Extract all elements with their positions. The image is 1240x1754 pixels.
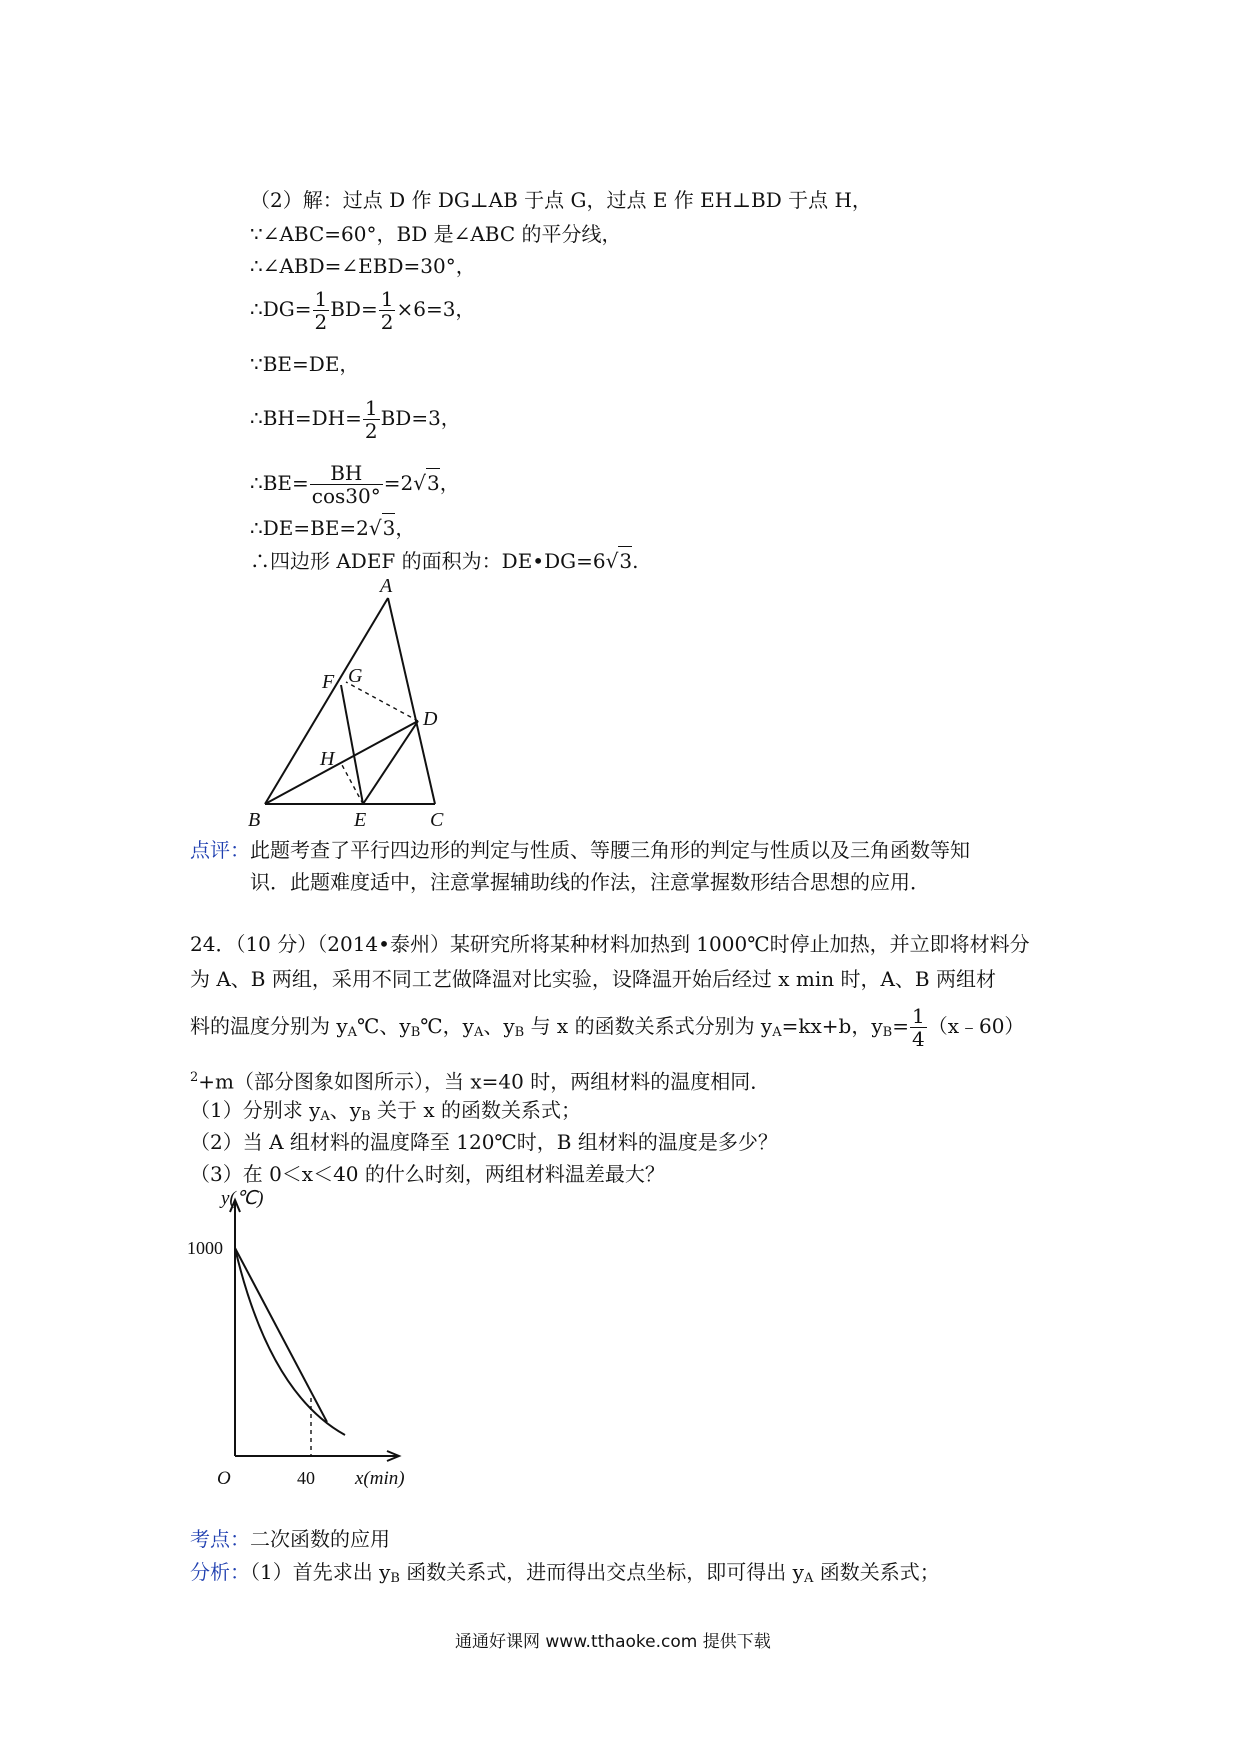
y-axis-label: y(℃) bbox=[221, 1188, 264, 1209]
p24-f-num: 1 bbox=[911, 1004, 925, 1028]
p24-l3-t6: =kx+b，y bbox=[781, 1014, 883, 1038]
fenxi-label: 分析： bbox=[190, 1560, 250, 1584]
solution-step6 bbox=[250, 462, 460, 507]
step3-f1-num: 1 bbox=[314, 287, 328, 311]
problem24-q1 bbox=[190, 1096, 581, 1131]
p24-l3-s2: B bbox=[410, 1025, 421, 1040]
step6-f-den: cos30° bbox=[311, 484, 381, 508]
p24-fraction bbox=[910, 1005, 927, 1050]
label-e: E bbox=[354, 809, 367, 828]
p24-f-den: 4 bbox=[911, 1027, 925, 1051]
problem24-q3: （3）在 0＜x＜40 的什么时刻，两组材料温差最大？ bbox=[190, 1162, 665, 1186]
solution-step7 bbox=[250, 513, 415, 542]
problem24-line4 bbox=[190, 1064, 770, 1096]
sqrt-sign-icon: √ bbox=[368, 516, 382, 540]
step8-tail: . bbox=[632, 549, 639, 573]
kaodian-label: 考点： bbox=[190, 1527, 250, 1551]
y-tick-1000: 1000 bbox=[187, 1238, 223, 1258]
segment-ab bbox=[265, 598, 388, 804]
x-axis-label: x(min) bbox=[355, 1468, 405, 1488]
fenxi-t3: 函数关系式； bbox=[813, 1560, 940, 1584]
step3-f2-num: 1 bbox=[380, 287, 394, 311]
label-b: B bbox=[248, 809, 261, 828]
problem24-line3 bbox=[190, 1005, 1024, 1050]
problem24-line2: 为 A、B 两组，采用不同工艺做降温对比实验，设降温开始后经过 x min 时，A、B 两组材 bbox=[190, 967, 996, 991]
step8-radicand: 3 bbox=[618, 546, 632, 575]
solution-step1: ∵∠ABC=60°，BD 是∠ABC 的平分线， bbox=[250, 222, 622, 246]
step3-tail: ×6=3， bbox=[396, 297, 476, 321]
step6-mid: =2 bbox=[383, 471, 414, 495]
solution-step5 bbox=[250, 397, 461, 442]
fenxi-s2: A bbox=[803, 1571, 814, 1586]
line-ya bbox=[235, 1248, 327, 1422]
p24-l4-text: +m（部分图象如图所示），当 x=40 时，两组材料的温度相同． bbox=[198, 1069, 771, 1094]
step8-lead: ∴四边形 ADEF 的面积为：DE•DG=6 bbox=[250, 549, 606, 573]
step6-tail: ， bbox=[439, 471, 460, 495]
comment-text-1: 此题考查了平行四边形的判定与性质、等腰三角形的判定与性质以及三角函数等知 bbox=[250, 838, 970, 862]
sqrt-sign-icon: √ bbox=[605, 549, 619, 573]
step6-f-num: BH bbox=[310, 462, 383, 485]
page-footer: 通通好课网 www.tthaoke.com 提供下载 bbox=[455, 1632, 771, 1652]
comment-line2: 识．此题难度适中，注意掌握辅助线的作法，注意掌握数形结合思想的应用． bbox=[250, 870, 930, 894]
p24-l3-t5: 与 x 的函数关系式分别为 y bbox=[524, 1014, 773, 1038]
step3-f2-den: 2 bbox=[380, 310, 394, 334]
step5-f-num: 1 bbox=[364, 396, 378, 420]
fenxi-line bbox=[190, 1558, 940, 1593]
x-tick-40: 40 bbox=[297, 1468, 315, 1488]
curve-yb bbox=[235, 1248, 345, 1435]
p24-l4-sup: 2 bbox=[190, 1070, 199, 1085]
step3-mid: BD= bbox=[330, 297, 378, 321]
step5-f-den: 2 bbox=[364, 419, 378, 443]
p24-l3-t1: 料的温度分别为 y bbox=[190, 1014, 348, 1038]
label-c: C bbox=[430, 809, 444, 828]
solution-step3 bbox=[250, 288, 475, 333]
problem24-line1: 24．（10 分）（2014•泰州）某研究所将某种材料加热到 1000℃时停止加热，并立即将材料分 bbox=[190, 932, 1030, 956]
origin-label: O bbox=[217, 1468, 231, 1488]
label-a: A bbox=[380, 578, 393, 597]
fenxi-s1: B bbox=[390, 1571, 400, 1586]
step6-radicand: 3 bbox=[426, 468, 440, 497]
p24-l3-s1: A bbox=[347, 1025, 358, 1040]
p24-l3-t2: ℃、y bbox=[357, 1014, 411, 1038]
step5-fraction bbox=[363, 397, 380, 442]
solution-step2: ∴∠ABD=∠EBD=30°， bbox=[250, 254, 476, 278]
q1-t2: 、y bbox=[329, 1098, 362, 1122]
step6-lead: ∴BE= bbox=[250, 471, 309, 495]
comment-label: 点评： bbox=[190, 838, 250, 862]
triangle-figure bbox=[240, 578, 470, 828]
fenxi-t2: 函数关系式，进而得出交点坐标，即可得出 y bbox=[399, 1560, 804, 1584]
p24-l3-s6: B bbox=[882, 1025, 893, 1040]
q1-s1: A bbox=[320, 1109, 330, 1124]
label-d: D bbox=[423, 708, 438, 730]
q1-s2: B bbox=[361, 1109, 371, 1124]
step3-fraction-2 bbox=[379, 288, 396, 333]
segment-bd bbox=[265, 721, 418, 804]
step5-lead: ∴BH=DH= bbox=[250, 406, 362, 430]
solution-part2-intro: （2）解：过点 D 作 DG⊥AB 于点 G，过点 E 作 EH⊥BD 于点 H， bbox=[250, 188, 872, 212]
temperature-graph bbox=[175, 1188, 445, 1488]
step6-fraction bbox=[310, 462, 383, 507]
step7-lead: ∴DE=BE=2 bbox=[250, 516, 369, 540]
p24-l3-s3: A bbox=[473, 1025, 484, 1040]
segment-dg-dashed bbox=[346, 682, 418, 721]
segment-fe bbox=[341, 685, 363, 804]
p24-l3-s5: A bbox=[772, 1025, 782, 1040]
sqrt-sign-icon: √ bbox=[413, 471, 426, 495]
fenxi-t1: （1）首先求出 y bbox=[250, 1560, 391, 1584]
solution-step4: ∵BE=DE， bbox=[250, 352, 360, 376]
label-f: F bbox=[322, 671, 335, 693]
step3-lead: ∴DG= bbox=[250, 297, 312, 321]
q1-t1: （1）分别求 y bbox=[190, 1098, 321, 1122]
kaodian-text: 二次函数的应用 bbox=[250, 1527, 390, 1551]
segment-de bbox=[363, 721, 418, 804]
step7-tail: ， bbox=[395, 516, 416, 540]
p24-l3-t3: ℃，y bbox=[420, 1014, 474, 1038]
p24-l3-t7: = bbox=[892, 1014, 909, 1038]
step3-fraction-1 bbox=[313, 288, 330, 333]
problem24-q2: （2）当 A 组材料的温度降至 120℃时，B 组材料的温度是多少？ bbox=[190, 1130, 778, 1154]
label-g: G bbox=[348, 665, 363, 687]
step7-radicand: 3 bbox=[382, 513, 396, 542]
q1-t3: 关于 x 的函数关系式； bbox=[370, 1098, 582, 1122]
p24-l3-t4: 、y bbox=[483, 1014, 515, 1038]
p24-l3-t8: （x﹣60） bbox=[927, 1014, 1025, 1038]
kaodian-line bbox=[190, 1525, 390, 1553]
p24-l3-s4: B bbox=[514, 1025, 525, 1040]
segment-ac bbox=[388, 598, 435, 804]
step5-tail: BD=3， bbox=[380, 406, 461, 430]
label-h: H bbox=[320, 748, 335, 770]
solution-step8 bbox=[250, 546, 638, 575]
comment-line1 bbox=[190, 836, 970, 864]
step3-f1-den: 2 bbox=[314, 310, 328, 334]
